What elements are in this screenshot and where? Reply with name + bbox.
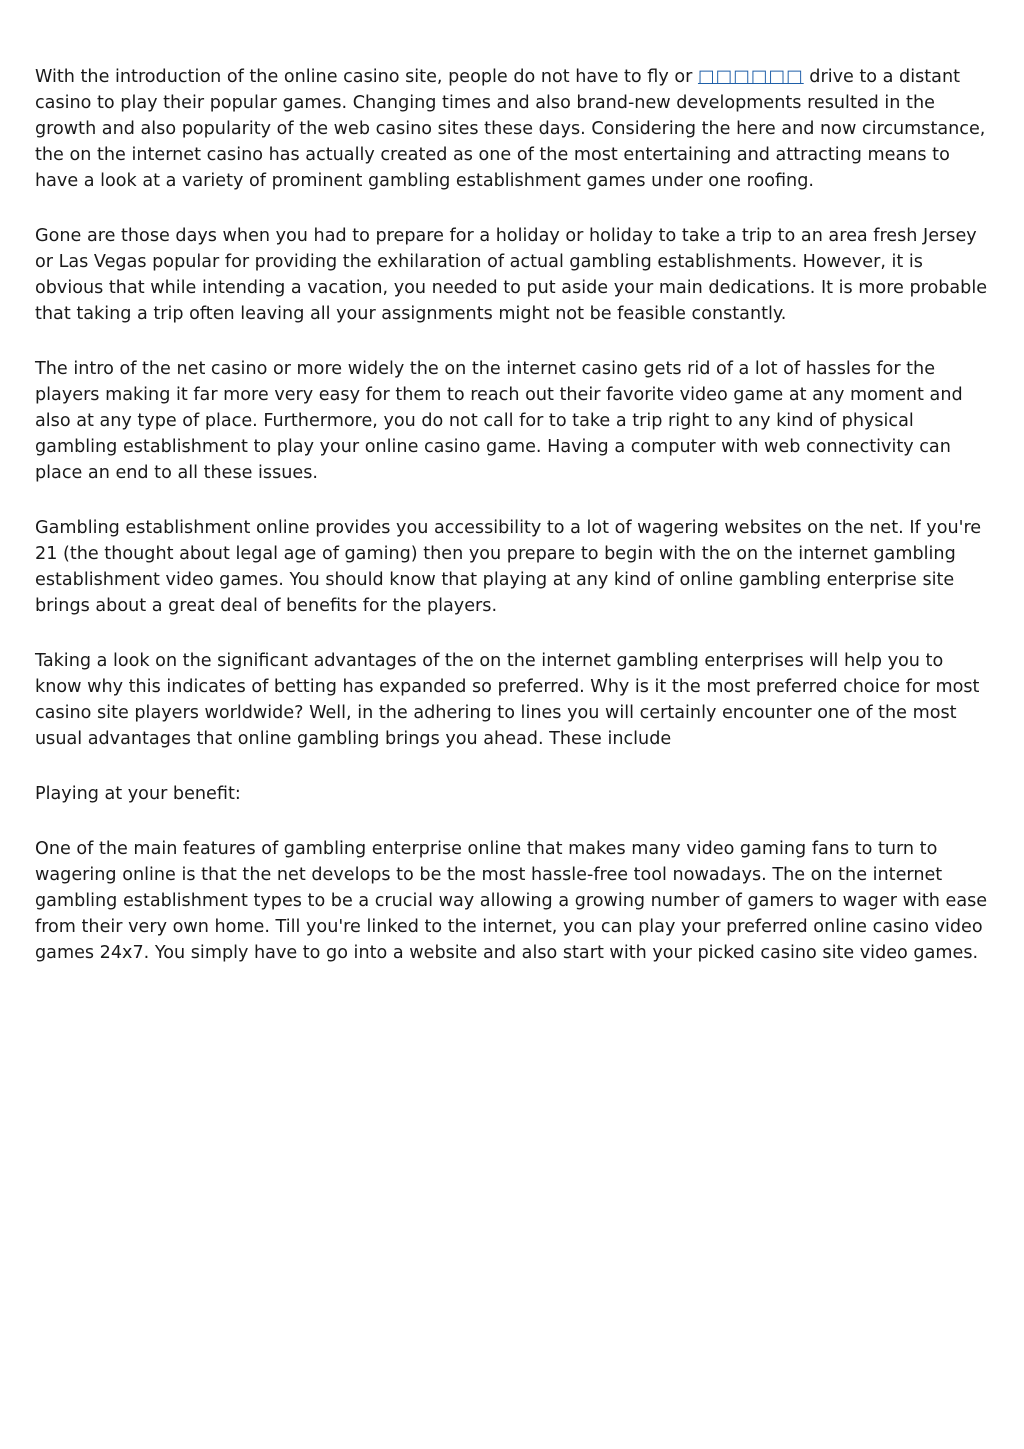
paragraph-intro (35, 64, 995, 194)
paragraph-main-features: One of the main features of gambling enterprise online that makes many video gaming fans to turn to wagering online is that the net develops to be the most hassle-free tool nowadays. The on the internet gambling establishment types to be a crucial way allowing a growing number of gamers to wager with ease from their very own home. Till you're linked to the internet, you can play your preferred online casino video games 24x7. You simply have to go into a website and also start with your picked casino site video games. (35, 839, 988, 963)
inline-link[interactable]: □□□□□□ (697, 67, 804, 87)
paragraph-advantages: Taking a look on the significant advantages of the on the internet gambling enterprises will help you to know why this indicates of betting has expanded so preferred. Why is it the most preferred choice for most casino site players worldwide? Well, in the adhering to lines you will certainly encounter one of the most usual advantages that online gambling brings you ahead. These include (35, 651, 980, 749)
paragraph-subheading-benefit: Playing at your benefit: (35, 784, 241, 804)
paragraph-net-casino-intro: The intro of the net casino or more widely the on the internet casino gets rid of a lot of hassles for the players making it far more very easy for them to reach out their favorite video game at any moment and also at any type of place. Furthermore, you do not call for to take a trip right to any kind of physical gambling establishment to play your online casino game. Having a computer with web connectivity can place an end to all these issues. (35, 359, 963, 483)
paragraph-gone-days: Gone are those days when you had to prepare for a holiday or holiday to take a trip to an area fresh Jersey or Las Vegas popular for providing the exhilaration of actual gambling establishments. However, it is obvious that while intending a vacation, you needed to put aside your main dedications. It is more probable that taking a trip often leaving all your assignments might not be feasible constantly. (35, 226, 988, 324)
article-body (35, 64, 995, 995)
paragraph-intro-text-before-link: With the introduction of the online casino site, people do not have to fly or (35, 67, 698, 87)
paragraph-intro-text-after-link: drive to a distant casino to play their popular games. Changing times and also brand-new developments resulted in the growth and also popularity of the web casino sites these days. Considering the here and now circumstance, the on the internet casino has actually created as one of the most entertaining and attracting means to have a look at a variety of prominent gambling establishment games under one roofing. (35, 67, 986, 191)
paragraph-accessibility: Gambling establishment online provides you accessibility to a lot of wagering websites on the net. If you're 21 (the thought about legal age of gaming) then you prepare to begin with the on the internet gambling establishment video games. You should know that playing at any kind of online gambling enterprise site brings about a great deal of benefits for the players. (35, 518, 982, 616)
